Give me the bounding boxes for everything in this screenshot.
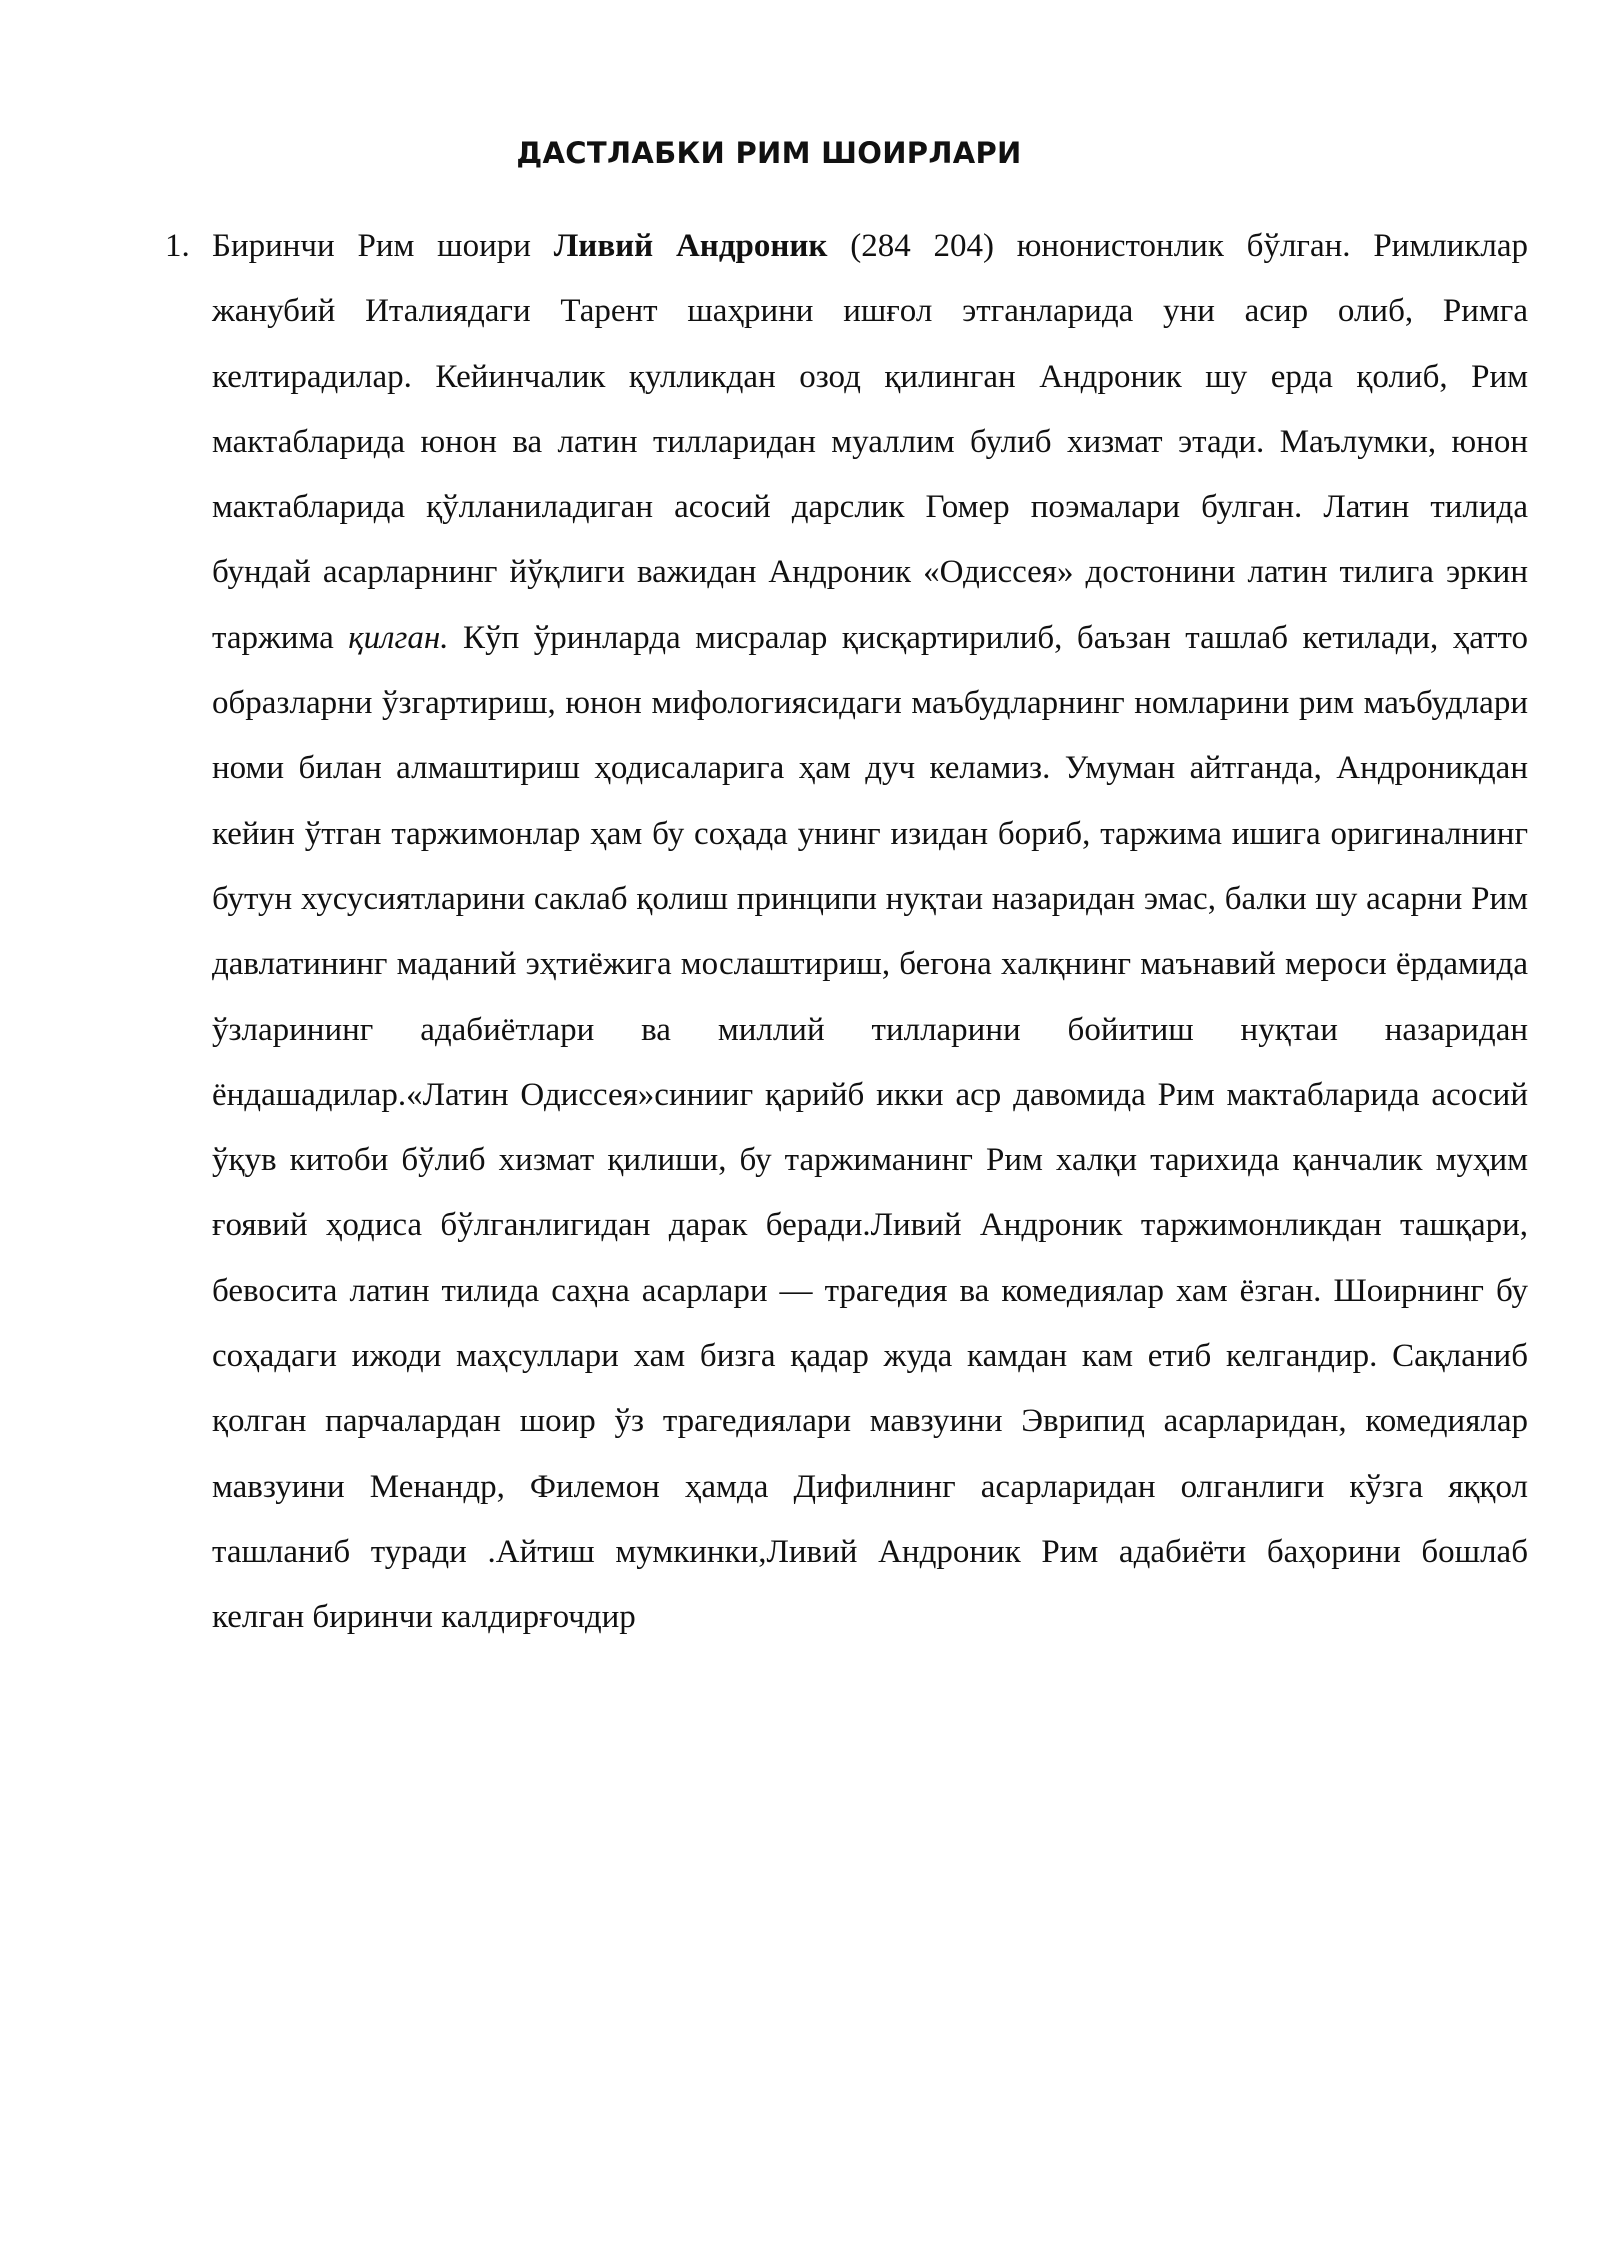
- author-name-bold: Ливий Андроник: [553, 228, 828, 264]
- paragraph-text-segment: Биринчи Рим шоири: [212, 228, 554, 264]
- paragraph-text-segment: (284 204) юнонистонлик бўлган. Римликлар жанубий Италиядаги Тарент шаҳрини ишғол этганларида уни асир олиб, Римга келтирадилар. Кейинчалик қулликдан озод қилинган Андроник шу ерда қолиб, Рим мактабларида юнон ва латин тилларидан муаллим булиб хизмат этади. Маълумки, юнон мактабларида қўлланиладиган асосий дарслик Гомер поэмалари булган. Латин тилида бундай асарларнинг йўқлиги важидан Андроник «Одиссея» достонини латин тилига эркин таржима: [212, 228, 1528, 656]
- list-item-number: 1.: [165, 228, 190, 264]
- numbered-list: [165, 214, 1528, 1651]
- list-item: [165, 214, 1528, 1651]
- paragraph-text-segment: Кўп ўринларда мисралар қисқартирилиб, баъзан ташлаб кетилади, ҳатто образларни ўзгартириш, юнон мифологиясидаги маъбудларнинг номларини рим маъбудлари номи билан алмаштириш ҳодисаларига ҳам дуч келамиз. Умуман айтганда, Андроникдан кейин ўтган таржимонлар ҳам бу соҳада унинг изидан бориб, таржима ишига оригиналнинг бутун хусусиятларини саклаб қолиш принципи нуқтаи назаридан эмас, балки шу асарни Рим давлатининг маданий эҳтиёжига мослаштириш, бегона халқнинг маънавий мероси ёрдамида ўзларининг адабиётлари ва миллий тилларини бойитиш нуқтаи назаридан ёндашадилар.«Латин Одиссея»синииг қарийб икки аср давомида Рим мактабларида асосий ўқув китоби бўлиб хизмат қилиши, бу таржиманинг Рим халқи тарихида қанчалик муҳим ғоявий ҳодиса бўлганлигидан дарак беради.Ливий Андроник таржимонликдан ташқари, бевосита латин тилида саҳна асарлари — трагедия ва комедиялар хам ёзган. Шоирнинг бу соҳадаги ижоди маҳсуллари хам бизга қадар жуда камдан кам етиб келгандир. Сақланиб қолган парчалардан шоир ўз трагедиялари мавзуини Эврипид асарларидан, комедиялар мавзуини Менандр, Филемон ҳамда Дифилнинг асарларидан олганлиги кўзга яққол ташланиб туради .Айтиш мумкинки,Ливий Андроник Рим адабиёти баҳорини бошлаб келган биринчи калдирғочдир: [212, 619, 1528, 1636]
- list-item-paragraph: [212, 214, 1528, 1651]
- italic-word: қилган.: [348, 619, 449, 656]
- document-title: ДАСТЛАБКИ РИМ ШОИРЛАРИ: [516, 136, 1022, 170]
